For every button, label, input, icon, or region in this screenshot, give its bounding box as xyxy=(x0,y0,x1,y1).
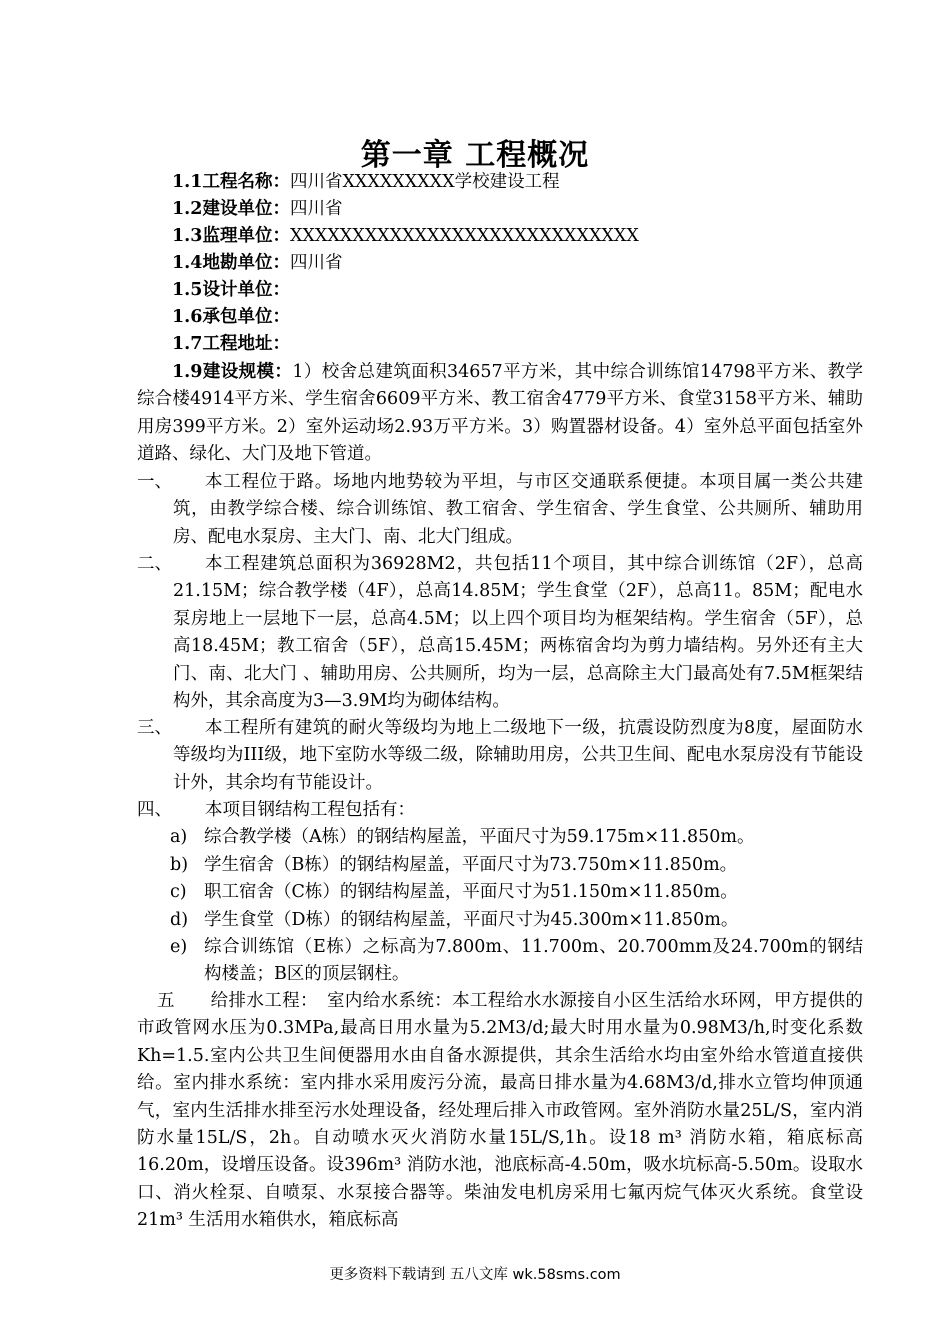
meta-label: 1.4地勘单位： xyxy=(172,253,290,273)
steel-item-text: 学生食堂（D栋）的钢结构屋盖，平面尺寸为45.300m×11.850m。 xyxy=(204,910,739,930)
section-number: 四、 xyxy=(137,800,172,820)
meta-owner xyxy=(172,196,342,222)
chapter-title: 第一章 工程概况 xyxy=(360,138,590,173)
meta-label: 1.6承包单位： xyxy=(172,307,290,327)
footer-note: 更多资料下载请到 五八文库 wk.58sms.com xyxy=(329,1267,621,1283)
steel-item-text: 综合教学楼（A栋）的钢结构屋盖，平面尺寸为59.175m×11.850m。 xyxy=(204,827,755,847)
steel-item-number: b) xyxy=(170,855,189,875)
meta-design xyxy=(172,277,290,303)
meta-value: 四川省 xyxy=(289,199,343,219)
meta-project-name xyxy=(172,169,560,195)
section-text: 本项目钢结构工程包括有： xyxy=(205,800,415,820)
meta-label: 1.5设计单位： xyxy=(172,280,290,300)
section-text: 本工程所有建筑的耐火等级均为地上二级地下一级，抗震设防烈度为8度，屋面防水等级均为III级，地下室防水等级二级，除辅助用房，公共卫生间、配电水泵房没有节能设计外，其余均有节能设计。 xyxy=(173,718,863,793)
steel-item-text: 学生宿舍（B栋）的钢结构屋盖，平面尺寸为73.750m×11.850m。 xyxy=(204,855,738,875)
meta-value: XXXXXXXXXXXXXXXXXXXXXXXXXXXX xyxy=(289,226,639,246)
steel-item-number: c) xyxy=(170,882,187,902)
section-number: 一、 xyxy=(137,472,172,492)
meta-label: 1.2建设单位： xyxy=(172,199,290,219)
meta-label: 1.1工程名称： xyxy=(172,172,290,192)
steel-item-number: d) xyxy=(170,910,189,930)
meta-survey xyxy=(172,250,342,276)
meta-supervisor xyxy=(172,223,639,249)
meta-address xyxy=(172,331,290,357)
section-text: 本工程位于路。场地内地势较为平坦，与市区交通联系便捷。本项目属一类公共建筑，由教学综合楼、综合训练馆、教工宿舍、学生宿舍、学生食堂、公共厕所、辅助用房、配电水泵房、主大门、南、北大门组成。 xyxy=(173,472,863,547)
meta-value: 四川省 xyxy=(289,253,343,273)
meta-label: 1.7工程地址： xyxy=(172,334,290,354)
steel-item-number: e) xyxy=(170,937,188,957)
meta-label: 1.3监理单位： xyxy=(172,226,290,246)
meta-value: 四川省XXXXXXXXX学校建设工程 xyxy=(289,172,560,192)
scale-label: 1.9建设规模： xyxy=(172,362,293,382)
steel-item-text: 职工宿舍（C栋）的钢结构屋盖，平面尺寸为51.150m×11.850m。 xyxy=(204,882,738,902)
section-number: 三、 xyxy=(137,718,172,738)
section-text: 本工程建筑总面积为36928M2，共包括11个项目，其中综合训练馆（2F），总高21.15M；综合教学楼（4F），总高14.85M；学生食堂（2F），总高11。85M；配电水泵房地上一层地下一层，总高4.5M；以上四个项目均为框架结构。学生宿舍（5F），总高18.45M；教工宿舍（5F），总高15.45M；两栋宿舍均为剪力墙结构。另外还有主大门、南、北大门 、辅助用房、公共厕所，均为一层，总高除主大门最高处有7.5M框架结构外，其余高度为3—3.9M均为砌体结构。 xyxy=(173,554,863,712)
scale-text: 1）校舍总建筑面积34657平方米，其中综合训练馆14798平方米、教学综合楼4914平方米、学生宿舍6609平方米、教工宿舍4779平方米、食堂3158平方米、辅助用房399平方米。2）室外运动场2.93万平方米。3）购置器材设备。4）室外总平面包括室外道路、绿化、大门及地下管道。 xyxy=(137,362,863,465)
water-paragraph: 五 给排水工程： 室内给水系统：本工程给水水源接自小区生活给水环网，甲方提供的市政管网水压为0.3MPa,最高日用水量为5.2M3/d;最大时用水量为0.98M3/h,时变化系数Kh=1.5.室内公共卫生间便器用水由自备水源提供，其余生活给水均由室外给水管道直接供给。室内排水系统：室内排水采用废污分流，最高日排水量为4.68M3/d,排水立管均伸顶通气，室内生活排水排至污水处理设备，经处理后排入市政管网。室外消防水量25L/S，室内消防水量15L/S，2h。自动喷水灭火消防水量15L/S,1h。设18 m³ 消防水箱，箱底标高16.20m，设增压设备。设396m³ 消防水池，池底标高-4.50m，吸水坑标高-5.50m。设取水口、消火栓泵、自喷泵、水泵接合器等。柴油发电机房采用七氟丙烷气体灭火系统。食堂设21m³ 生活用水箱供水，箱底标高 xyxy=(137,991,863,1231)
scale-paragraph xyxy=(137,359,863,469)
section-number: 二、 xyxy=(137,554,172,574)
steel-item-text: 综合训练馆（E栋）之标高为7.800m、11.700m、20.700mm及24.700m的钢结构楼盖；B区的顶层钢柱。 xyxy=(204,937,863,985)
meta-contractor xyxy=(172,304,290,330)
steel-item-number: a) xyxy=(170,827,188,847)
